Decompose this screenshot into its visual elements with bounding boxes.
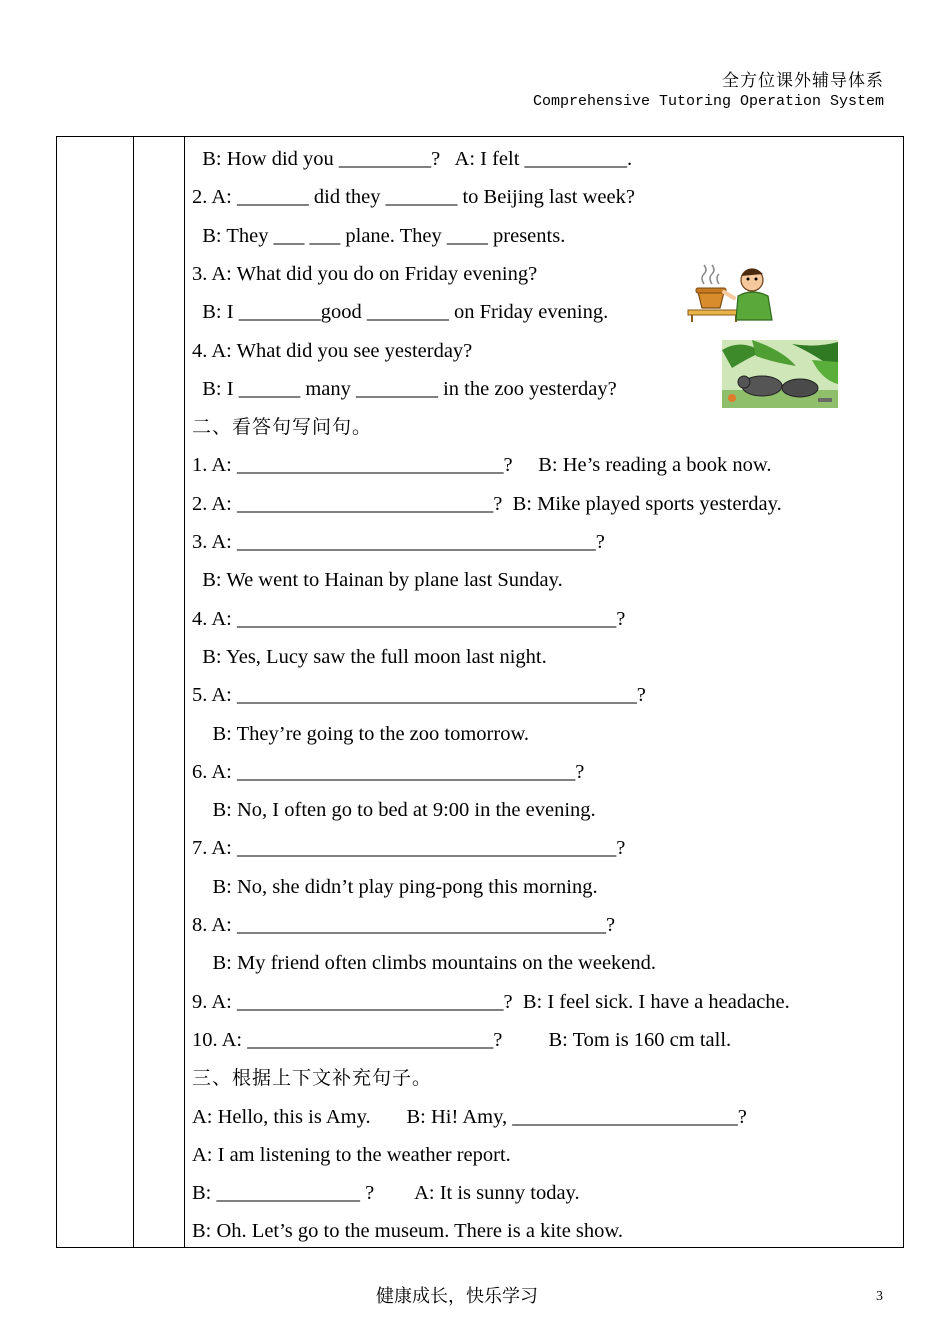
section-heading: 二、看答句写问句。 (192, 416, 373, 439)
page-number: 3 (876, 1289, 883, 1304)
column-divider-1 (133, 137, 134, 1247)
exercise-line: 2. A: _______ did they _______ to Beijing last week? (192, 186, 635, 209)
exercise-line: 4. A: What did you see yesterday? (192, 339, 473, 362)
exercise-line: B: No, she didn’t play ping-pong this morning. (192, 875, 598, 898)
exercise-line: 4. A: _____________________________________? (192, 607, 626, 630)
footer-slogan: 健康成长，快乐学习 (376, 1286, 538, 1307)
exercise-line: B: I ______ many ________ in the zoo yesterday? (192, 377, 617, 400)
column-divider-2 (184, 137, 185, 1247)
exercise-line: B: I ________good ________ on Friday evening. (192, 301, 609, 324)
exercise-line: B: They ___ ___ plane. They ____ presents. (192, 224, 566, 247)
section-heading: 三、根据上下文补充句子。 (192, 1067, 433, 1090)
exercise-line: B: We went to Hainan by plane last Sunday. (192, 569, 563, 592)
exercise-line: 7. A: _____________________________________? (192, 837, 626, 860)
header-title-en: Comprehensive Tutoring Operation System (532, 93, 884, 110)
exercise-line: B: How did you _________? A: I felt __________. (192, 148, 633, 170)
exercise-line: 2. A: _________________________? B: Mike played sports yesterday. (192, 492, 782, 515)
header-title-cn: 全方位课外辅导体系 (722, 71, 884, 91)
exercise-line: A: Hello, this is Amy. B: Hi! Amy, ______________________? (192, 1105, 747, 1128)
exercise-line: 6. A: _________________________________? (192, 760, 585, 783)
exercise-line: 3. A: ___________________________________? (192, 531, 605, 553)
zoo-animals-illustration (722, 340, 838, 408)
exercise-line: 5. A: _______________________________________? (192, 684, 646, 707)
exercise-line: B: My friend often climbs mountains on the weekend. (192, 952, 657, 975)
exercise-line: B: They’re going to the zoo tomorrow. (192, 722, 530, 745)
exercise-line: 8. A: ____________________________________? (192, 914, 616, 936)
exercise-line: A: I am listening to the weather report. (192, 1143, 511, 1166)
exercise-line: 1. A: __________________________? B: He’s reading a book now. (192, 454, 772, 477)
exercise-line: B: Oh. Let’s go to the museum. There is a kite show. (192, 1220, 624, 1243)
exercise-line: B: ______________ ? A: It is sunny today. (192, 1182, 580, 1205)
boy-cooking-illustration (686, 262, 778, 324)
exercise-line: B: No, I often go to bed at 9:00 in the evening. (192, 799, 596, 822)
exercise-line: 10. A: ________________________? B: Tom is 160 cm tall. (192, 1028, 732, 1051)
exercise-line: 9. A: __________________________? B: I feel sick. I have a headache. (192, 990, 790, 1013)
exercise-line: B: Yes, Lucy saw the full moon last night. (192, 645, 547, 668)
exercise-line: 3. A: What did you do on Friday evening? (192, 262, 538, 285)
